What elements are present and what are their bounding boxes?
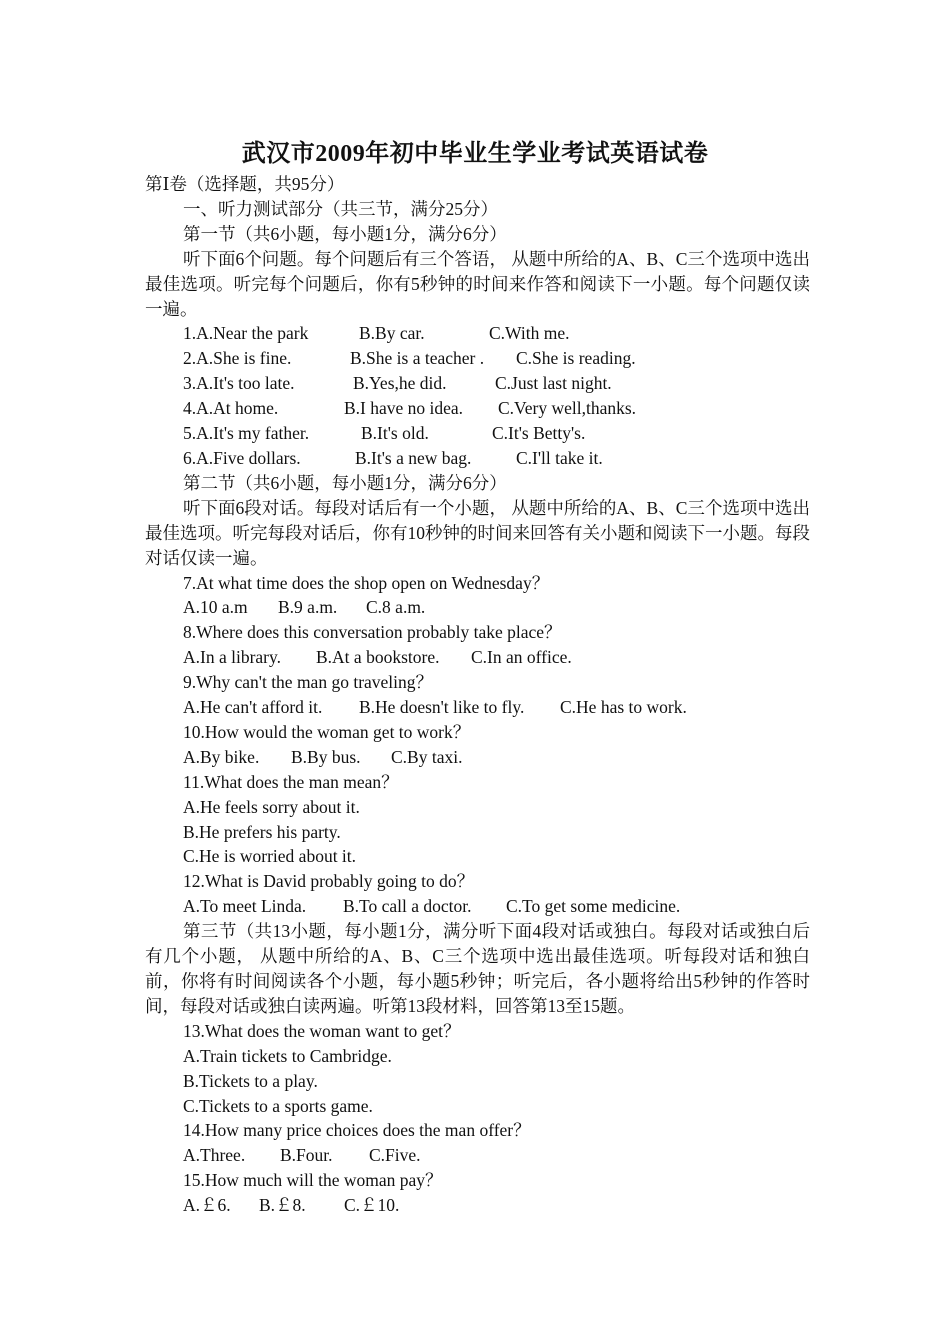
q9-option-c: C.He has to work. [560,697,687,718]
q4-option-a: 4.A.At home. [183,398,279,419]
q11-stem: 11.What does the man mean？ [183,771,399,792]
q7-option-a: A.10 a.m [183,597,248,618]
q11-option-a: A.He feels sorry about it. [183,796,360,817]
q7-option-b: B.9 a.m. [278,597,338,618]
q6-option-b: B.It's a new bag. [355,447,472,468]
q3-option-a: 3.A.It's too late. [183,373,295,394]
q8-option-c: C.In an office. [471,647,572,668]
q10-option-b: B.By bus. [291,746,361,767]
q9-option-a: A.He can't afford it. [183,697,323,718]
q1-option-c: C.With me. [489,323,570,344]
q9-options [145,695,810,720]
question-row-5 [145,421,810,446]
q4-option-c: C.Very well,thanks. [498,398,637,419]
q13-option-b: B.Tickets to a play. [183,1070,318,1091]
section1-instructions: 听下面6个问题。每个问题后有三个答语， 从题中所给的A、B、C三个选项中选出最佳选项。听完每个问题后，你有5秒钟的时间来作答和阅读下一小题。每个问题仅读一遍。 [145,248,810,319]
q7-options [145,595,810,620]
q10-option-c: C.By taxi. [391,746,463,767]
q14-option-a: A.Three. [183,1145,246,1166]
exam-content [145,172,810,1218]
q12-option-b: B.To call a doctor. [343,896,472,917]
question-row-4 [145,396,810,421]
q15-options [145,1193,810,1218]
q13-stem: 13.What does the woman want to get？ [183,1020,461,1041]
q12-stem: 12.What is David probably going to do？ [183,871,475,892]
q15-option-a: A.￡6. [183,1195,231,1216]
q15-option-c: C.￡10. [344,1195,400,1216]
q2-option-b: B.She is a teacher . [350,348,485,369]
q8-options [145,645,810,670]
q14-stem: 14.How many price choices does the man offer？ [183,1120,531,1141]
q14-options [145,1143,810,1168]
q7-stem: 7.At what time does the shop open on Wednesday？ [183,572,550,593]
exam-title: 武汉市2009年初中毕业生学业考试英语试卷 [241,141,709,167]
volume-heading: 第Ⅰ卷（选择题，共95分） [145,174,345,194]
q11-option-c: C.He is worried about it. [183,846,357,867]
q5-option-c: C.It's Betty's. [492,423,586,444]
q10-option-a: A.By bike. [183,746,260,767]
q14-option-b: B.Four. [280,1145,333,1166]
q3-option-b: B.Yes,he did. [353,373,447,394]
q12-options [145,894,810,919]
part-one-heading: 一、听力测试部分（共三节，满分25分） [183,198,498,219]
section1-heading: 第一节（共6小题，每小题1分，满分6分） [183,223,507,244]
question-row-6 [145,446,810,471]
section2-heading: 第二节（共6小题，每小题1分，满分6分） [183,472,507,493]
q8-option-a: A.In a library. [183,647,281,668]
q8-stem: 8.Where does this conversation probably take place？ [183,622,562,643]
question-row-2 [145,346,810,371]
q14-option-c: C.Five. [369,1145,421,1166]
q1-option-b: B.By car. [359,323,425,344]
q3-option-c: C.Just last night. [495,373,612,394]
q10-options [145,745,810,770]
section2-instructions: 听下面6段对话。每段对话后有一个小题， 从题中所给的A、B、C三个选项中选出最佳选项。听完每段对话后，你有10秒钟的时间来回答有关小题和阅读下一小题。每段对话仅读一遍。 [145,497,810,568]
q15-stem: 15.How much will the woman pay？ [183,1170,443,1191]
q6-option-c: C.I'll take it. [516,447,603,468]
question-row-3 [145,371,810,396]
q13-option-c: C.Tickets to a sports game. [183,1095,373,1116]
q2-option-a: 2.A.She is fine. [183,348,292,369]
q11-option-b: B.He prefers his party. [183,821,341,842]
q6-option-a: 6.A.Five dollars. [183,447,301,468]
q2-option-c: C.She is reading. [516,348,636,369]
q4-option-b: B.I have no idea. [344,398,464,419]
q5-option-b: B.It's old. [361,423,429,444]
q15-option-b: B.￡8. [259,1195,306,1216]
q9-stem: 9.Why can't the man go traveling？ [183,672,434,693]
q12-option-a: A.To meet Linda. [183,896,307,917]
q10-stem: 10.How would the woman get to work？ [183,721,471,742]
q12-option-c: C.To get some medicine. [506,896,681,917]
question-row-1 [145,321,810,346]
section3-instructions: 第三节（共13小题，每小题1分，满分听下面4段对话或独白。每段对话或独白后有几个小题， 从题中所给的A、B、C三个选项中选出最佳选项。听每段对话和独白前，你将有时间阅读各个小题，每小题5秒钟；听完后，各小题将给出5秒钟的作答时间，每段对话或独白读两遍。听第13段材料，回答第13至15题。 [145,921,810,1016]
q1-option-a: 1.A.Near the park [183,323,309,344]
q5-option-a: 5.A.It's my father. [183,423,310,444]
q8-option-b: B.At a bookstore. [316,647,440,668]
q7-option-c: C.8 a.m. [366,597,426,618]
q13-option-a: A.Train tickets to Cambridge. [183,1045,392,1066]
q9-option-b: B.He doesn't like to fly. [359,697,525,718]
